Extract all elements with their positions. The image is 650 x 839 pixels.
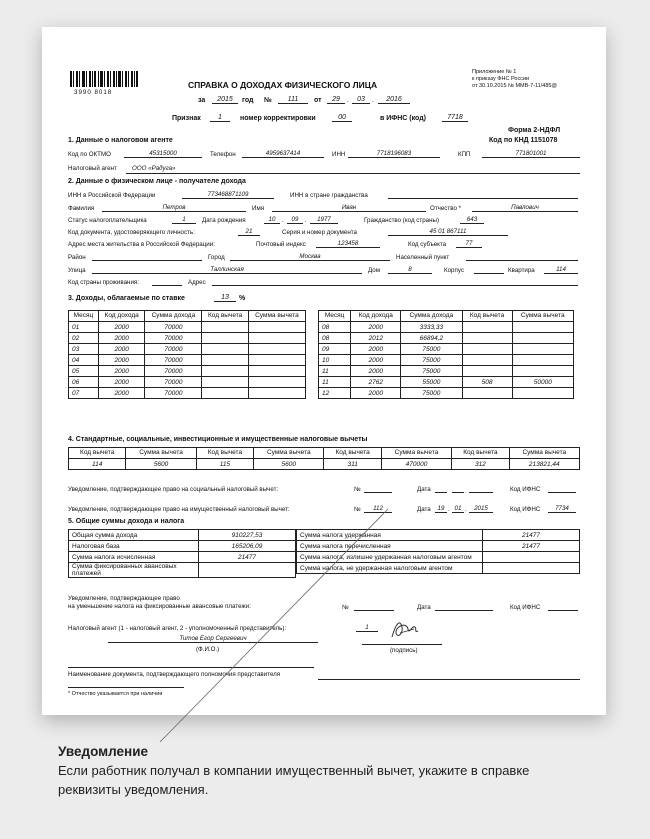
postcode-field[interactable]: 123458 [316, 240, 380, 248]
region-field[interactable]: 77 [456, 240, 482, 248]
column-header: Код дохода [351, 311, 401, 322]
surname-field[interactable]: Петров [102, 204, 246, 212]
fixed-notice-line: Уведомление, подтверждающее право [68, 595, 180, 602]
column-header: Сумма вычета [248, 311, 305, 322]
doc-series-label: Серия и номер документа [282, 229, 357, 236]
table-cell[interactable]: 2000 [98, 388, 144, 399]
appendix-line: к приказу ФНС России [472, 76, 530, 82]
property-notice-number[interactable]: 112 [364, 505, 392, 513]
date-dot: . [465, 506, 467, 513]
agent-label: Налоговый агент [68, 165, 117, 172]
correction-label: номер корректировки [240, 115, 316, 122]
inn-rf-field[interactable]: 773468871109 [182, 191, 274, 199]
table-cell[interactable]: 70000 [145, 333, 202, 344]
column-header: Код вычета [196, 448, 253, 459]
country-label: Код страны проживания: [68, 279, 139, 286]
birth-month-field[interactable]: 09 [287, 216, 303, 224]
tax-rate-field[interactable]: 13 [214, 294, 236, 302]
table-cell[interactable]: 312 [452, 459, 509, 470]
certificate-day[interactable]: 29 [327, 96, 345, 104]
total-value[interactable]: 910227,53 [199, 530, 296, 541]
section4-title: 4. Стандартные, социальные, инвестиционные и имущественные налоговые вычеты [68, 436, 368, 443]
table-cell[interactable]: 75000 [401, 366, 462, 377]
table-cell[interactable]: 75000 [401, 388, 462, 399]
oktmo-field[interactable]: 45315000 [124, 150, 202, 158]
table-cell[interactable]: 2000 [351, 388, 401, 399]
total-value[interactable]: 21477 [483, 530, 580, 541]
birth-label: Дата рождения [202, 217, 246, 224]
column-header: Сумма вычета [512, 311, 573, 322]
patronymic-label: Отчество * [430, 205, 462, 212]
column-header: Код дохода [98, 311, 144, 322]
column-header: Сумма вычета [126, 448, 196, 459]
total-label: Сумма налога, не удержанная налоговым агентом [297, 563, 483, 574]
column-header: Код вычета [324, 448, 381, 459]
table-cell[interactable]: 311 [324, 459, 381, 470]
column-header: Код вычета [69, 448, 126, 459]
certificate-number[interactable]: 111 [278, 96, 308, 104]
table-cell[interactable]: 75000 [401, 355, 462, 366]
column-header: Сумма вычета [509, 448, 579, 459]
agent-inn-field[interactable]: 7718196083 [348, 150, 440, 158]
table-cell[interactable]: 3333,33 [401, 322, 462, 333]
correction-field[interactable]: 00 [332, 114, 352, 122]
table-cell[interactable]: 2000 [351, 355, 401, 366]
appendix-line: от 30.10.2015 № ММВ-7-11/485@ [472, 83, 558, 89]
table-cell[interactable]: 2012 [351, 333, 401, 344]
agent-kind-field[interactable]: 1 [356, 624, 378, 632]
caption-text: реквизиты уведомления. [58, 782, 209, 797]
table-cell[interactable]: 08 [319, 333, 351, 344]
table-cell[interactable]: 114 [69, 459, 126, 470]
house-field[interactable]: 8 [388, 266, 432, 274]
table-cell[interactable]: 06 [69, 377, 99, 388]
property-notice-day[interactable]: 19 [435, 505, 447, 513]
table-cell[interactable]: 70000 [145, 322, 202, 333]
table-cell[interactable]: 2000 [98, 377, 144, 388]
total-label: Сумма налога, излишне удержанная налоговым агентом [297, 552, 483, 563]
date-label: Дата [417, 486, 431, 493]
table-cell[interactable]: 66894,2 [401, 333, 462, 344]
table-cell[interactable]: 2000 [351, 322, 401, 333]
table-cell[interactable]: 508 [462, 377, 512, 388]
ifns-code-label: Код ИФНС [510, 506, 541, 513]
column-header: Код вычета [452, 448, 509, 459]
surname-label: Фамилия [68, 205, 95, 212]
caption-heading: Уведомление [58, 744, 149, 759]
table-cell[interactable]: 5600 [126, 459, 196, 470]
column-header: Код вычета [202, 311, 249, 322]
property-notice-label: Уведомление, подтверждающее право на имущественный налоговый вычет: [68, 506, 290, 513]
status-label: Статус налогоплательщика [68, 217, 147, 224]
date-label: Дата [417, 506, 431, 513]
doc-code-field[interactable]: 21 [238, 228, 260, 236]
phone-field[interactable]: 4959637414 [242, 150, 324, 158]
report-year[interactable]: 2015 [212, 96, 238, 104]
column-header: Сумма дохода [401, 311, 462, 322]
column-header: Месяц [69, 311, 99, 322]
inn-label: ИНН [332, 151, 346, 158]
kpp-label: КПП [458, 151, 471, 158]
percent-sign: % [239, 295, 246, 302]
section1-title: 1. Данные о налоговом агенте [68, 137, 173, 144]
table-cell[interactable]: 12 [319, 388, 351, 399]
footnote: * Отчество указывается при наличии [68, 691, 163, 697]
certificate-year[interactable]: 2016 [378, 96, 410, 104]
table-cell[interactable]: 70000 [145, 355, 202, 366]
date-dot: . [448, 506, 450, 513]
table-cell[interactable]: 2000 [351, 366, 401, 377]
total-value[interactable]: 165206,09 [199, 541, 296, 552]
table-cell[interactable]: 2000 [98, 355, 144, 366]
kpp-field[interactable]: 771801001 [482, 150, 580, 158]
form-title: СПРАВКА О ДОХОДАХ ФИЗИЧЕСКОГО ЛИЦА [188, 80, 378, 90]
no-label: № [342, 604, 349, 611]
table-cell[interactable]: 2000 [98, 322, 144, 333]
address-label: Адрес места жительства в Российской Федерации: [68, 241, 215, 248]
signer-name[interactable]: Титов Егор Сергеевич [108, 635, 318, 643]
table-cell[interactable]: 50000 [512, 377, 573, 388]
foreign-address-label: Адрес [188, 279, 206, 286]
property-notice-month[interactable]: 01 [452, 505, 464, 513]
table-cell[interactable]: 11 [319, 377, 351, 388]
table-cell[interactable]: 5600 [254, 459, 324, 470]
table-cell[interactable]: 05 [69, 366, 99, 377]
birth-day-field[interactable]: 10 [264, 216, 280, 224]
no-label: № [354, 486, 361, 493]
table-cell[interactable]: 10 [319, 355, 351, 366]
column-header: Сумма дохода [145, 311, 202, 322]
priznak-label: Признак [172, 115, 201, 122]
date-dot: . [305, 217, 307, 224]
appendix-line: Приложение № 1 [472, 69, 517, 75]
table-cell[interactable]: 04 [69, 355, 99, 366]
ifns-label: в ИФНС (код) [380, 115, 427, 122]
city-label: Город [208, 254, 225, 261]
ifns-code-label: Код ИФНС [510, 486, 541, 493]
section5-title: 5. Общие суммы дохода и налога [68, 518, 185, 525]
ifns-field[interactable]: 7718 [442, 114, 468, 122]
oktmo-label: Код по ОКТМО [68, 151, 111, 158]
table-cell[interactable]: 213821,44 [509, 459, 579, 470]
signature-label: (подпись) [390, 647, 418, 654]
house-label: Дом [368, 267, 380, 274]
total-label: Налоговая база [69, 541, 199, 552]
property-notice-year[interactable]: 2015 [469, 505, 493, 513]
city-field[interactable]: Москва [230, 253, 390, 261]
total-label: Сумма налога удержанная [297, 530, 483, 541]
postcode-label: Почтовый индекс [256, 241, 306, 248]
agent-kind-label: Налоговый агент (1 - налоговый агент, 2 - уполномоченный представитель): [68, 625, 287, 632]
total-label: Сумма налога перечисленная [297, 541, 483, 552]
doc-code-label: Код документа, удостоверяющего личность: [68, 229, 195, 236]
date-label: Дата [417, 604, 431, 611]
street-label: Улица [68, 267, 86, 274]
district-label: Район [68, 254, 86, 261]
flat-label: Квартира [508, 267, 535, 274]
total-label: Сумма фиксированных авансовых платежей [69, 563, 199, 578]
table-cell[interactable]: 75000 [401, 344, 462, 355]
authority-doc-label: Наименование документа, подтверждающего полномочия представителя [68, 671, 281, 678]
citizenship-field[interactable]: 643 [460, 216, 484, 224]
date-dot: . [372, 97, 374, 104]
total-value[interactable]: 21477 [199, 552, 296, 563]
name-label: Имя [252, 205, 265, 212]
caption [58, 742, 529, 799]
status-field[interactable]: 1 [172, 216, 196, 224]
fixed-notice-line: на уменьшение налога на фиксированные авансовые платежи: [68, 603, 251, 610]
table-cell[interactable]: 115 [196, 459, 253, 470]
building-label: Корпус [444, 267, 464, 274]
table-cell[interactable]: 11 [319, 366, 351, 377]
agent-name[interactable]: ООО «Радуга» [132, 165, 176, 172]
fio-label: (Ф.И.О.) [196, 646, 220, 653]
region-label: Код субъекта [408, 241, 447, 248]
citizenship-label: Гражданство (код страны) [364, 217, 440, 224]
year-suffix: год [242, 97, 254, 104]
number-sign: № [264, 97, 272, 104]
column-header: Код вычета [462, 311, 512, 322]
form-name: Форма 2-НДФЛ [508, 127, 561, 134]
inn-foreign-label: ИНН в стране гражданства [290, 192, 368, 199]
total-label: Сумма налога исчисленная [69, 552, 199, 563]
social-notice-label: Уведомление, подтверждающее право на социальный налоговый вычет: [68, 486, 279, 493]
barcode-number: 3990 8018 [74, 89, 113, 96]
flat-field[interactable]: 114 [544, 266, 578, 274]
name-field[interactable]: Иван [272, 204, 426, 212]
date-dot: . [282, 217, 284, 224]
table-cell[interactable]: 08 [319, 322, 351, 333]
priznak-field[interactable]: 1 [210, 114, 230, 122]
knd-code: Код по КНД 1151078 [489, 137, 558, 144]
table-cell[interactable]: 470000 [381, 459, 451, 470]
settlement-label: Населенный пункт [396, 254, 450, 261]
table-cell[interactable]: 70000 [145, 344, 202, 355]
table-cell[interactable]: 09 [319, 344, 351, 355]
section3-title: 3. Доходы, облагаемые по ставке [68, 295, 185, 302]
table-cell[interactable]: 70000 [145, 377, 202, 388]
birth-year-field[interactable]: 1977 [310, 216, 338, 224]
inn-rf-label: ИНН в Российской Федерации [68, 192, 156, 199]
patronymic-field[interactable]: Павлович [472, 204, 578, 212]
table-cell[interactable]: 70000 [145, 388, 202, 399]
column-header: Месяц [319, 311, 351, 322]
table-cell[interactable]: 2000 [98, 366, 144, 377]
column-header: Сумма вычета [254, 448, 324, 459]
table-cell[interactable]: 2000 [351, 344, 401, 355]
table-cell[interactable]: 70000 [145, 366, 202, 377]
phone-label: Телефон [210, 151, 236, 158]
table-cell[interactable]: 02 [69, 333, 99, 344]
table-cell[interactable]: 55000 [401, 377, 462, 388]
table-cell[interactable]: 2000 [98, 344, 144, 355]
street-field[interactable]: Таллинская [92, 266, 362, 274]
property-notice-ifns[interactable]: 7734 [548, 505, 576, 513]
section2-title: 2. Данные о физическом лице - получателе дохода [68, 178, 246, 185]
total-value[interactable]: 21477 [483, 541, 580, 552]
column-header: Сумма вычета [381, 448, 451, 459]
table-cell[interactable]: 07 [69, 388, 99, 399]
total-label: Общая сумма дохода [69, 530, 199, 541]
table-cell[interactable]: 01 [69, 322, 99, 333]
table-cell[interactable]: 2762 [351, 377, 401, 388]
date-prefix: от [314, 97, 322, 104]
year-prefix: за [198, 97, 206, 104]
certificate-month[interactable]: 03 [352, 96, 370, 104]
table-cell[interactable]: 03 [69, 344, 99, 355]
ifns-code-label: Код ИФНС [510, 604, 541, 611]
date-dot: . [347, 97, 349, 104]
doc-series-field[interactable]: 45 01 867111 [388, 228, 508, 236]
table-cell[interactable]: 2000 [98, 333, 144, 344]
no-label: № [354, 506, 361, 513]
caption-text: Если работник получал в компании имущественный вычет, укажите в справке [58, 763, 530, 778]
